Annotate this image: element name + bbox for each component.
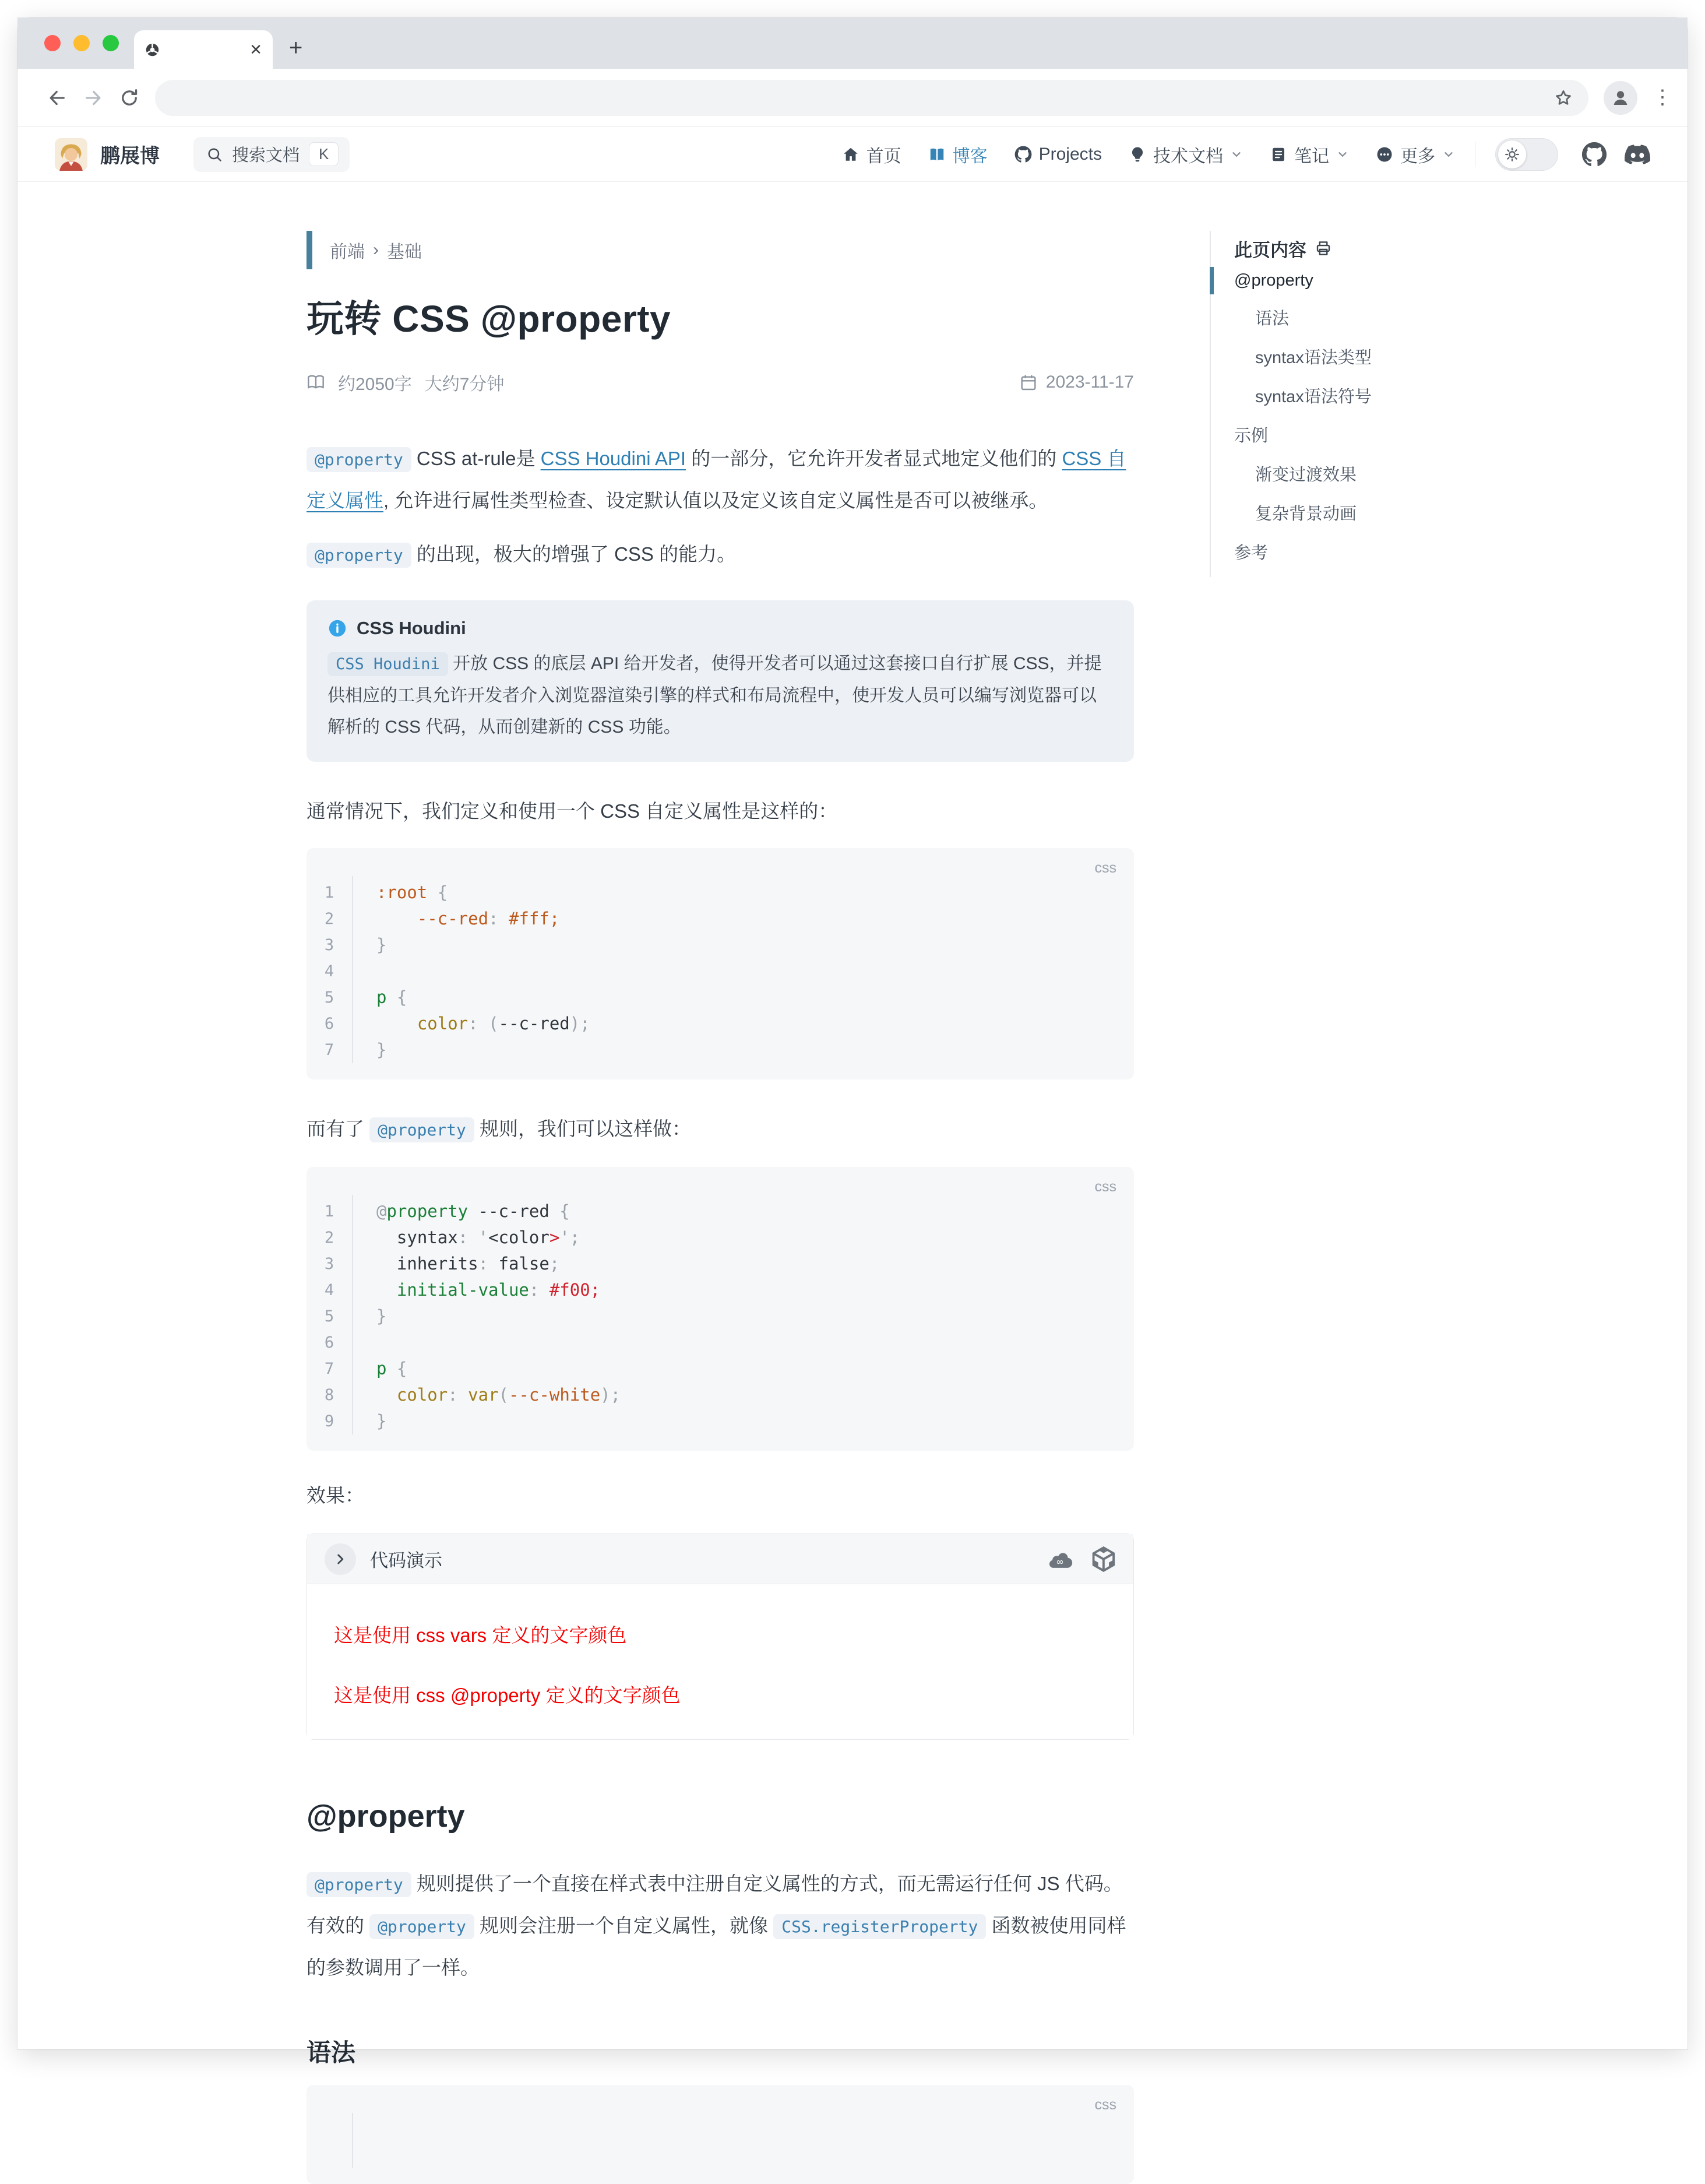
article-meta (307, 370, 1134, 395)
main-nav (842, 142, 1455, 167)
line-numbers (307, 2113, 353, 2168)
inline-code: @property (369, 1117, 474, 1142)
toc-item-syntax[interactable]: 语法 (1255, 310, 1290, 328)
book-icon (928, 146, 946, 163)
reload-icon[interactable] (119, 87, 140, 108)
search-shortcut-badge: K (309, 142, 339, 166)
breadcrumb-item[interactable]: 基础 (387, 242, 422, 262)
link-css-houdini-api[interactable]: CSS Houdini API (540, 448, 686, 469)
tab-close-icon[interactable]: ✕ (249, 41, 262, 58)
code-content: @property --c-red { syntax: '<color>'; inherits: false; initial-value: #f00; } p { color: var(--c-white); } (376, 1201, 621, 1431)
codesandbox-icon[interactable] (1090, 1546, 1116, 1572)
toc-item-syntax-symbols[interactable]: syntax语法符号 (1255, 388, 1372, 406)
demo-output (307, 1584, 1133, 1739)
info-icon (327, 618, 347, 638)
sun-icon (1504, 146, 1520, 163)
code-language-label: css (1094, 860, 1116, 876)
minimize-window-button[interactable] (73, 35, 90, 51)
line-numbers: 1 2 3 4 5 6 7 8 9 (307, 1195, 353, 1434)
breadcrumb-separator: › (373, 240, 379, 259)
page-title: 玩转 CSS @property (307, 298, 671, 340)
paragraph: 通常情况下，我们定义和使用一个 CSS 自定义属性是这样的： (307, 800, 838, 822)
code-content (353, 2113, 376, 2168)
section-heading-at-property: @property (307, 1799, 465, 1834)
inline-code: @property (369, 1914, 474, 1939)
nav-item-more[interactable]: 更多 (1376, 142, 1455, 167)
demo-header[interactable] (307, 1534, 1133, 1584)
nav-item-notes[interactable]: 笔记 (1270, 142, 1349, 167)
book-open-icon (307, 373, 325, 392)
demo-text-at-property: 这是使用 css @property 定义的文字颜色 (334, 1684, 681, 1706)
more-circle-icon (1376, 146, 1393, 163)
code-block-at-property[interactable] (307, 1167, 1134, 1451)
toc-item-examples[interactable]: 示例 (1234, 427, 1269, 445)
nav-item-blog[interactable]: 博客 (928, 142, 988, 167)
breadcrumb-item[interactable]: 前端 (330, 242, 365, 262)
link-css-custom-properties[interactable]: CSS 自定义属性 (307, 448, 1126, 511)
browser-menu-icon[interactable]: ⋮ (1653, 86, 1672, 108)
svg-text:∞: ∞ (1056, 1556, 1064, 1567)
paragraph: 效果： (307, 1485, 364, 1506)
code-content: :root { --c-red: #fff; } p { color: (--c-red); } (376, 882, 590, 1060)
breadcrumb (307, 231, 1134, 269)
toc-item-gradient-transition[interactable]: 渐变过渡效果 (1255, 466, 1357, 484)
page-body (17, 182, 1688, 2184)
search-input[interactable] (193, 137, 350, 172)
inline-code: CSS.registerProperty (773, 1914, 986, 1939)
inline-code: CSS Houdini (327, 652, 448, 676)
code-language-label: css (1094, 2097, 1116, 2113)
theme-toggle[interactable] (1495, 138, 1558, 171)
browser-window (17, 17, 1688, 2113)
callout-title: CSS Houdini (357, 618, 466, 638)
browser-profile-button[interactable] (1604, 81, 1637, 115)
chevron-down-icon (1336, 148, 1349, 161)
toc-item-at-property[interactable]: @property (1211, 263, 1583, 298)
search-placeholder: 搜索文档 (232, 146, 300, 165)
toc-item-complex-background[interactable]: 复杂背景动画 (1255, 505, 1357, 523)
code-language-label: css (1094, 1179, 1116, 1195)
line-numbers: 1 2 3 4 5 6 7 (307, 876, 353, 1063)
person-icon (1610, 87, 1631, 108)
inline-code: @property (307, 447, 411, 472)
code-block-css-vars[interactable] (307, 848, 1134, 1079)
discord-icon[interactable] (1625, 142, 1650, 167)
callout-body: CSS Houdini 开放 CSS 的底层 API 给开发者，使得开发者可以通过这套接口自行扩展 CSS，并提供相应的工具允许开发者介入浏览器渲染引擎的样式和布局流程中，使开发人员可以编写浏览器可以解析的 CSS 代码，从而创建新的 CSS 功能。 (327, 648, 1113, 743)
demo-title: 代码演示 (370, 1550, 442, 1571)
toc-item-references[interactable]: 参考 (1234, 544, 1269, 562)
inline-code: @property (307, 543, 411, 568)
toc-title: 此页内容 (1211, 233, 1583, 263)
nav-item-home[interactable]: 首页 (842, 142, 901, 167)
site-header (17, 127, 1688, 182)
address-bar[interactable] (155, 80, 1588, 116)
paragraph: @property CSS at-rule是 CSS Houdini API 的一部分，它允许开发者显式地定义他们的 CSS 自定义属性, 允许进行属性类型检查、设定默认值以及定义该自定义属性是否可以被继承。 (307, 448, 1126, 511)
github-icon (1014, 146, 1032, 163)
demo-text-css-vars: 这是使用 css vars 定义的文字颜色 (334, 1624, 627, 1646)
new-tab-button[interactable]: + (289, 35, 303, 61)
social-links (1581, 142, 1650, 167)
info-callout (307, 600, 1134, 762)
paragraph: @property 的出现，极大的增强了 CSS 的能力。 (307, 534, 1134, 576)
forward-icon[interactable] (83, 87, 104, 108)
browser-toolbar (17, 69, 1688, 127)
article (307, 231, 1134, 2184)
paragraph: 而有了 @property 规则，我们可以这样做： (307, 1109, 1134, 1151)
notes-icon (1270, 146, 1287, 163)
chevron-down-icon (1230, 148, 1243, 161)
github-icon[interactable] (1581, 142, 1607, 167)
inline-code: @property (307, 1872, 411, 1897)
nav-item-docs[interactable]: 技术文档 (1129, 142, 1243, 167)
traffic-lights (44, 35, 119, 51)
table-of-contents (1210, 231, 1583, 2184)
demo-panel (307, 1534, 1134, 1740)
bulb-icon (1129, 146, 1146, 163)
avatar (55, 138, 87, 171)
calendar-icon (1019, 373, 1038, 392)
read-time: 大约7分钟 (424, 375, 505, 394)
site-name: 鹏展博 (100, 145, 160, 167)
publish-date: 2023-11-17 (1045, 372, 1134, 392)
paragraph: @property 规则提供了一个直接在样式表中注册自定义属性的方式，而无需运行任何 JS 代码。有效的 @property 规则会注册一个自定义属性，就像 CSS.registerProperty 函数被使用同样的参数调用了一样。 (307, 1873, 1126, 1978)
code-block-syntax[interactable] (307, 2085, 1134, 2184)
nav-item-projects[interactable]: Projects (1014, 145, 1102, 164)
bookmark-star-icon[interactable] (1553, 88, 1573, 108)
subsection-heading-syntax: 语法 (307, 2039, 356, 2066)
chevron-down-icon (1442, 148, 1455, 161)
search-icon (206, 146, 223, 163)
back-icon[interactable] (47, 87, 68, 108)
zoom-window-button[interactable] (103, 35, 119, 51)
jsfiddle-icon[interactable] (1047, 1546, 1073, 1572)
collapse-toggle[interactable] (325, 1543, 356, 1575)
tab-favicon-icon (145, 42, 160, 58)
close-window-button[interactable] (44, 35, 61, 51)
chevron-right-icon (333, 1552, 348, 1567)
printer-icon[interactable] (1315, 240, 1332, 257)
word-count: 约2050字 (338, 375, 412, 394)
toc-item-syntax-types[interactable]: syntax语法类型 (1255, 349, 1372, 367)
site-brand[interactable] (55, 138, 160, 171)
browser-tab[interactable] (134, 30, 273, 69)
tab-strip (17, 17, 1688, 69)
home-icon (842, 146, 859, 163)
